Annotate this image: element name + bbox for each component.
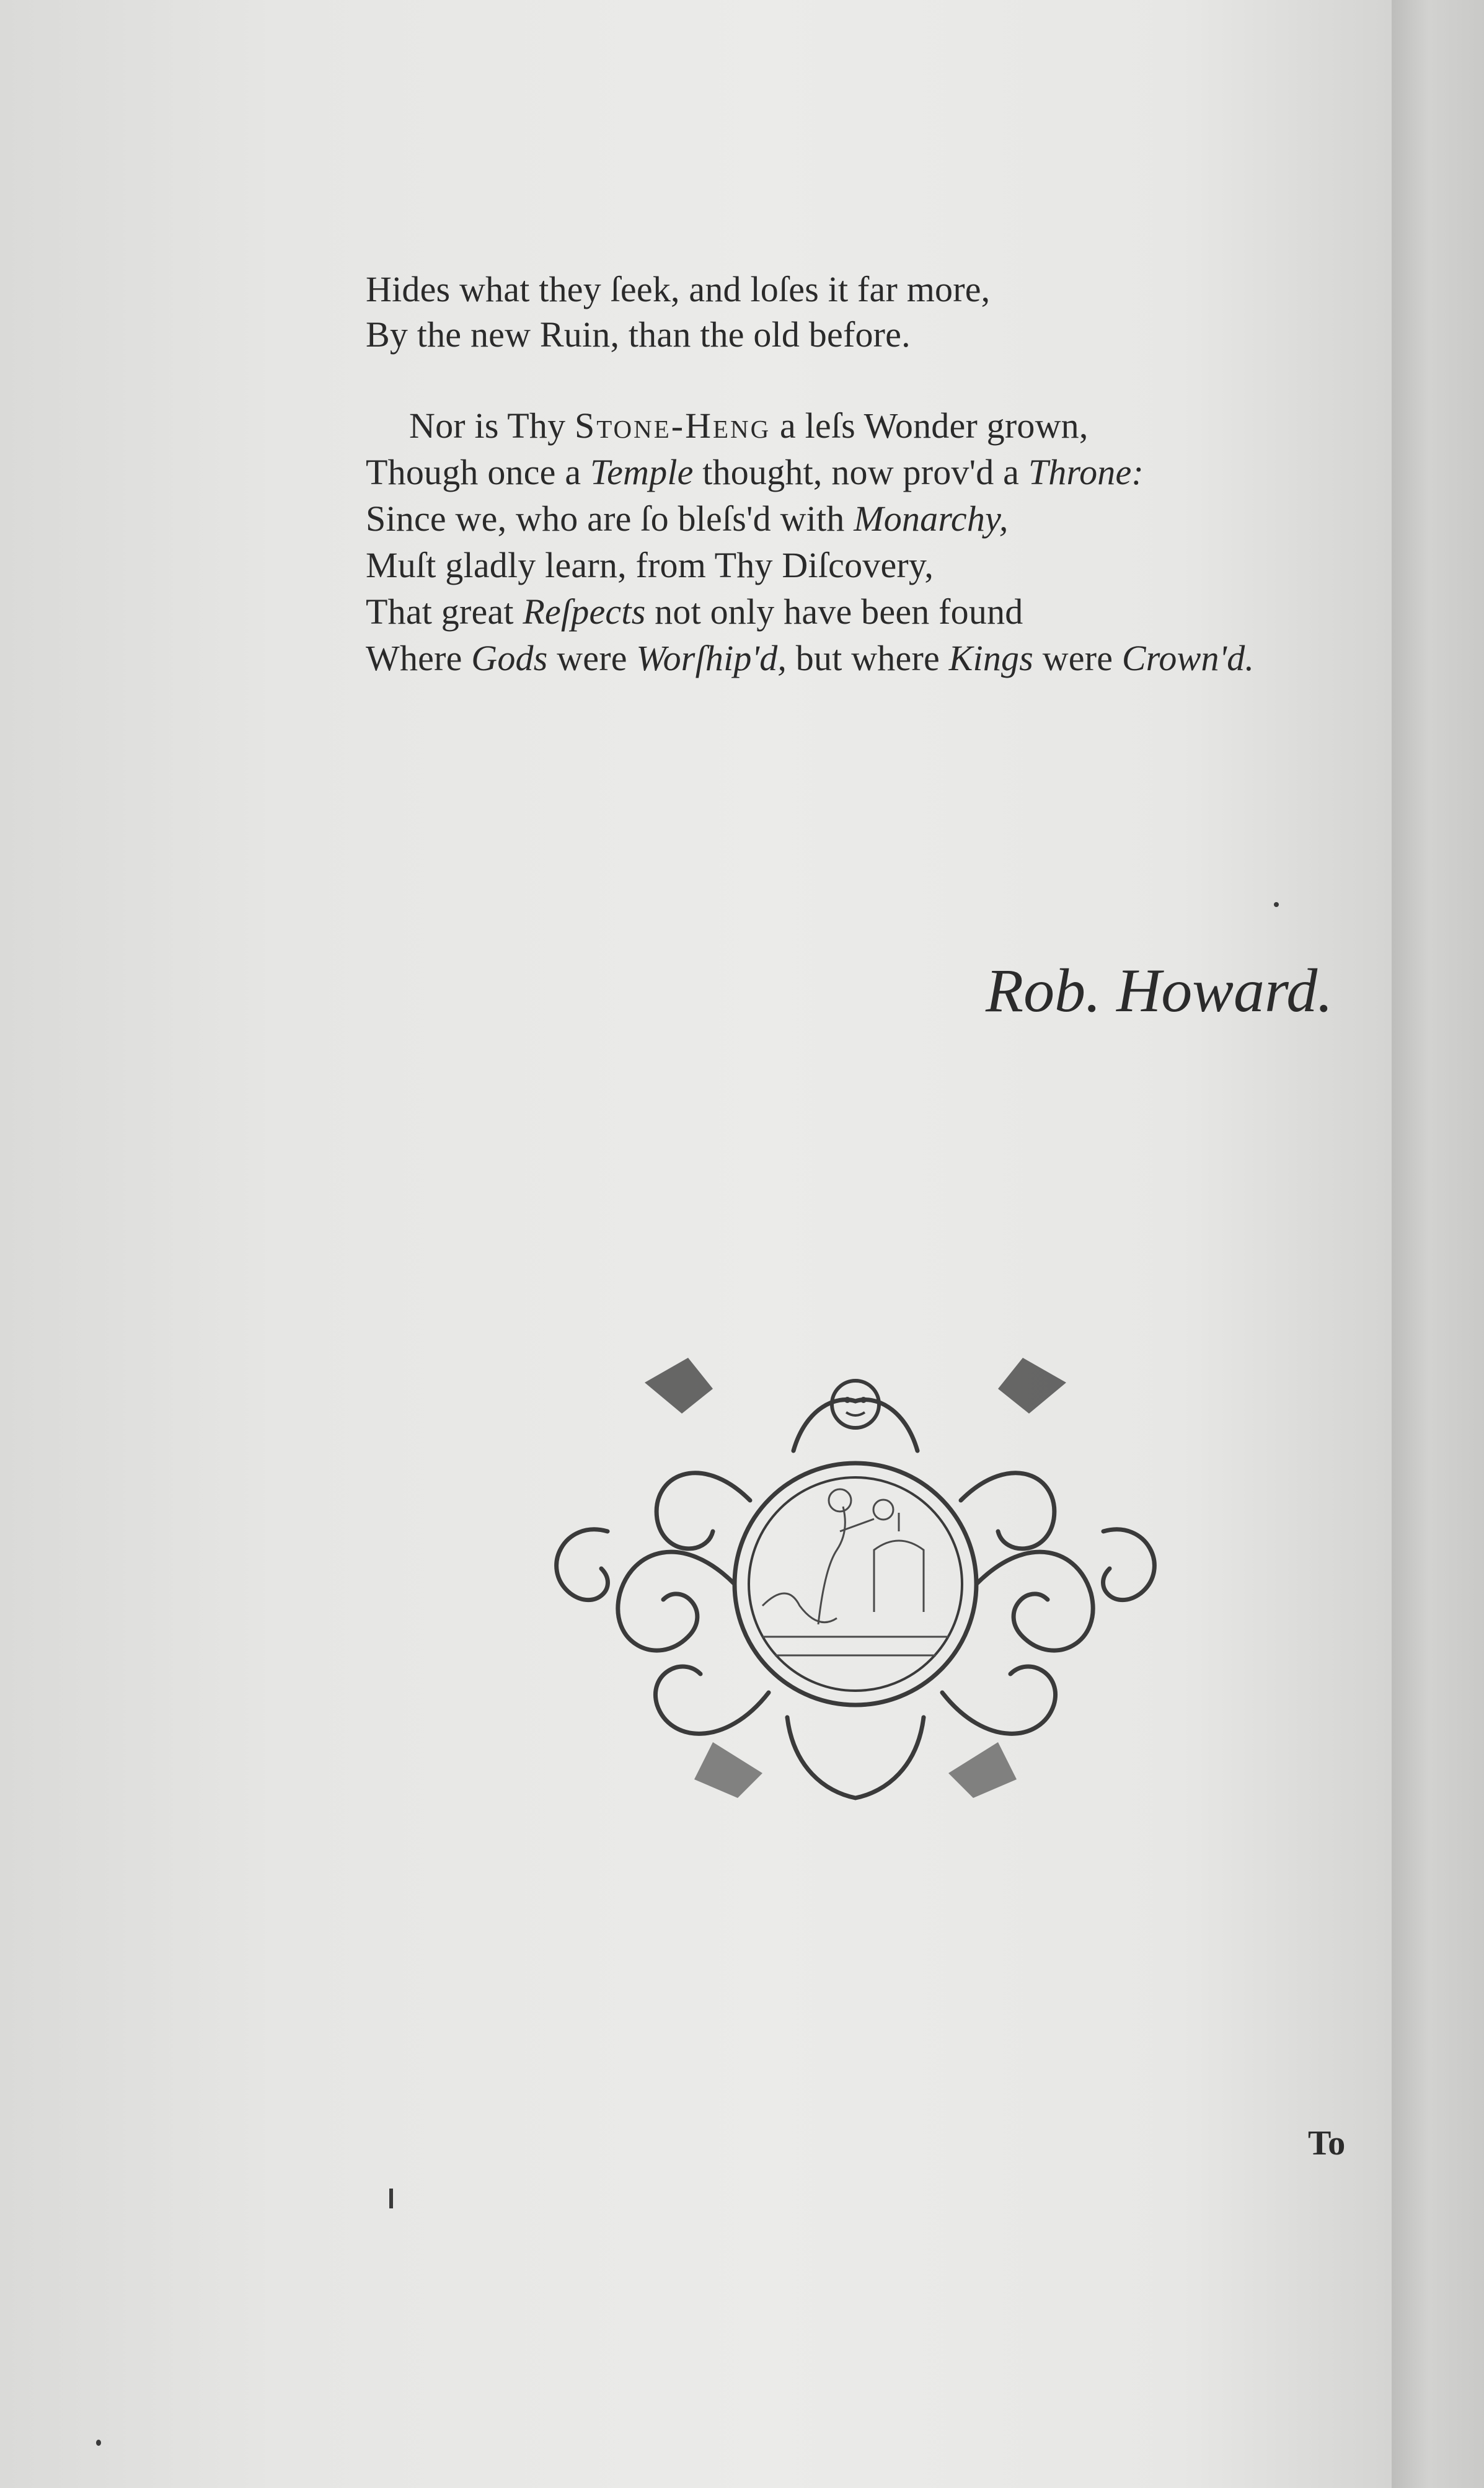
catchword: To — [1308, 2124, 1346, 2163]
poem-line: That great Reſpects not only have been found — [366, 591, 1023, 632]
printers-ornament-icon — [527, 1345, 1184, 1817]
ink-speck — [389, 2189, 393, 2208]
poem-line: By the new Ruin, than the old before. — [366, 314, 911, 355]
poem-line: Since we, who are ſo bleſs'd with Monarchy, — [366, 498, 1009, 539]
poem-line: Nor is Thy Stone-Heng a leſs Wonder grown, — [409, 405, 1089, 446]
ink-speck — [1274, 902, 1279, 907]
ink-speck — [96, 2440, 101, 2446]
poem-line: Where Gods were Worſhip'd, but where Kings were Crown'd. — [366, 638, 1255, 678]
signature: Rob. Howard. — [986, 956, 1333, 1025]
poem-line: Though once a Temple thought, now prov'd a Throne: — [366, 452, 1144, 492]
page-edge — [1392, 0, 1484, 2488]
poem-line: Hides what they ſeek, and loſes it far more, — [366, 269, 991, 309]
poem-line: Muſt gladly learn, from Thy Diſcovery, — [366, 545, 934, 585]
